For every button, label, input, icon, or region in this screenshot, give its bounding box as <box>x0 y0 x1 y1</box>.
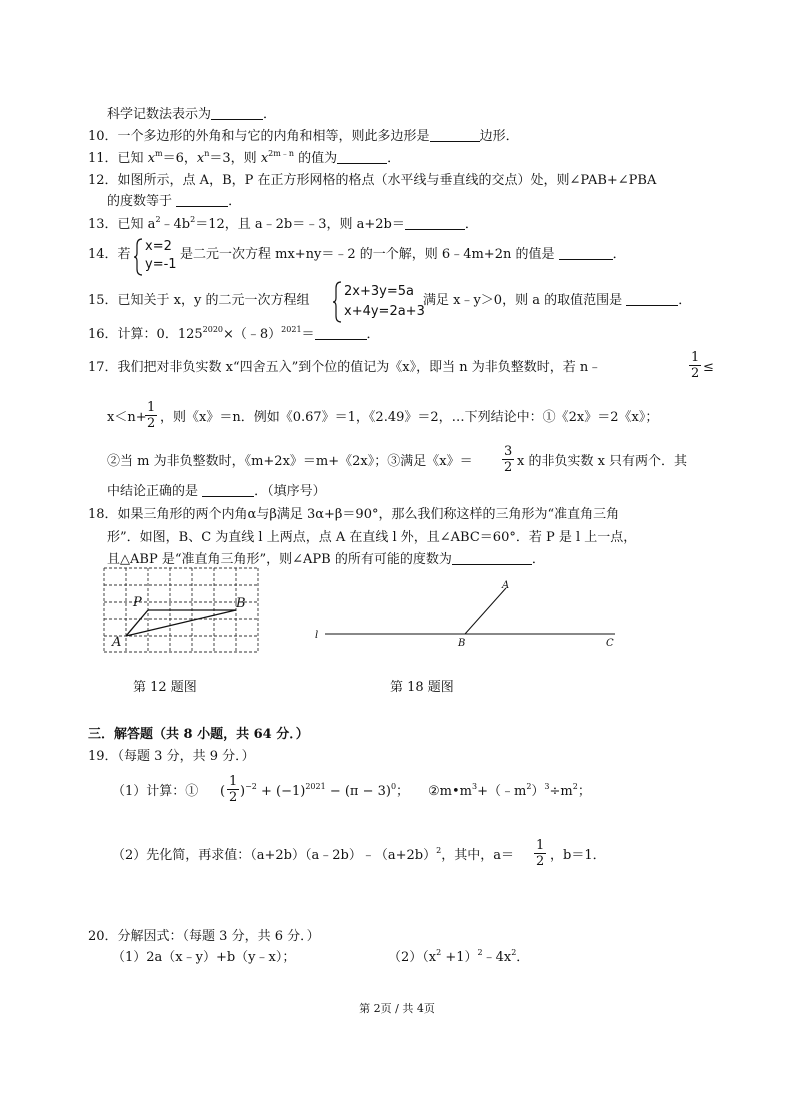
question-12-line2: 的度数等于 ． <box>107 194 242 209</box>
question-19-part1b: $②m•m^3+(﹣m^2)^3\div m^2$； <box>428 782 591 799</box>
question-15: 15．已知关于 x，y 的二元一次方程组 <box>88 293 310 308</box>
figure-18-angle <box>310 576 630 652</box>
answer-blank <box>202 484 254 497</box>
q14-system: x=2 y=-1 <box>145 239 177 272</box>
q15-system: 2x+3y=5a x+4y=2a+3 <box>344 284 425 319</box>
answer-blank <box>315 327 367 340</box>
question-15-text: 满足 x﹣y＞0，则 a 的取值范围是 ． <box>423 293 692 308</box>
question-20: 20．分解因式：（每题 3 分，共 6 分．） <box>88 929 320 944</box>
question-19-part2b: ，b＝1． <box>550 848 606 863</box>
question-17-line3b: x 的非负实数 x 只有两个．其 <box>517 454 688 469</box>
question-10: 10．一个多边形的外角和与它的内角和相等，则此多边形是 边形． <box>88 129 519 144</box>
q19-semicolon: ； <box>396 784 410 799</box>
question-14: 14．若 <box>88 247 131 262</box>
page-footer: 第 2页 / 共 4页 <box>359 1002 435 1015</box>
question-12: 12．如图所示，点 A，B，P 在正方形网格的格点（水平线与垂直线的交点）处，则∠PAB+∠PBA <box>88 173 657 188</box>
answer-blank <box>405 217 465 230</box>
label-B: B <box>458 638 466 649</box>
answer-blank <box>559 247 613 260</box>
question-17: 17．我们把对非负实数 x“四舍五入”到个位的值记为《x》，即当 n 为非负整数时，若 n﹣ <box>88 360 602 375</box>
question-19-part1: （1）计算：① <box>112 784 199 799</box>
question-18: 18．如果三角形的两个内角α与β满足 3α+β＝90°，那么我们称这样的三角形为“准直角三角 <box>88 507 620 522</box>
answer-blank <box>211 107 263 120</box>
fraction-1-2: $\frac{1}{2}$ <box>147 400 156 431</box>
figure-12-caption: 第 12 题图 <box>133 680 197 695</box>
question-19-part2: （2）先化简，再求值：$(a+2b)(a﹣2b)﹣(a+2b)^2$，其中，a＝ <box>112 846 514 863</box>
question-19: 19．（每题 3 分，共 9 分．） <box>88 749 255 764</box>
question-17-line4: 中结论正确的是 ．（填序号） <box>107 484 326 499</box>
section-3-title: 三．解答题（共 8 小题，共 64 分．） <box>88 727 309 742</box>
question-13: 13．已知 $a^2﹣4b^2=12$，且 a﹣2b＝﹣3，则 a+2b＝ ． <box>88 215 478 232</box>
question-17-line2b: ，则《x》＝n．例如《0.67》＝1，《2.49》＝2，…下列结论中：①《2x》＝2《x》； <box>160 410 659 425</box>
question-20-part1: （1）2a（x﹣y）+b（y﹣x）； <box>112 950 296 965</box>
question-11: 11．已知 $x^m=6$，$x^n=3$，则 $x^{2m﹣n}$ 的值为 ． <box>88 149 401 166</box>
q9-tail: 科学记数法表示为 ． <box>107 107 277 122</box>
question-17-line3: ②当 m 为非负整数时，《m+2x》＝m+《2x》；③满足《x》＝ <box>107 454 473 469</box>
label-A: A <box>112 635 122 650</box>
answer-blank <box>176 194 228 207</box>
question-18-line3: 且△ABP 是“准直角三角形”，则∠APB 的所有可能的度数为 ． <box>107 552 545 567</box>
label-l: l <box>315 630 319 641</box>
fraction-1-2: $\frac{1}{2}$ <box>229 774 238 805</box>
label-A: A <box>502 580 510 591</box>
answer-blank <box>337 151 387 164</box>
answer-blank <box>626 293 678 306</box>
question-14-text: 是二元一次方程 mx+ny＝﹣2 的一个解，则 6﹣4m+2n 的值是 ． <box>180 247 626 262</box>
brace-icon <box>133 238 143 276</box>
figure-18-caption: 第 18 题图 <box>390 680 454 695</box>
fraction-3-2: $\frac{3}{2}$ <box>504 444 513 475</box>
fraction-1-2: $\frac{1}{2}$ <box>536 838 545 869</box>
fraction-1-2: $\frac{1}{2}$ <box>691 350 700 381</box>
q19-expr-rest: )$^{-2} + (-1)^{2021} - (\pi - 3)^0$ <box>240 782 397 799</box>
question-17-line2: x＜n+ <box>107 410 147 425</box>
le-sign: ≤ <box>703 360 714 375</box>
label-P: P <box>133 595 142 610</box>
question-16: 16．计算：0．$125^{2020}\times(﹣8)^{2021}=$ ． <box>88 325 380 342</box>
answer-blank <box>430 129 480 142</box>
q19-expr-open: ( <box>220 784 226 799</box>
figure-12-grid <box>100 566 265 656</box>
brace-icon <box>332 281 342 323</box>
question-20-part2: $(2)(x^2$ $+1)^2﹣4x^2$． <box>388 948 530 965</box>
label-C: C <box>606 638 614 649</box>
label-B: B <box>236 596 246 611</box>
question-18-line2: 形”．如图，B、C 为直线 l 上两点，点 A 在直线 l 外，且∠ABC＝60°．若 P 是 l 上一点， <box>107 530 637 545</box>
answer-blank <box>452 552 532 565</box>
